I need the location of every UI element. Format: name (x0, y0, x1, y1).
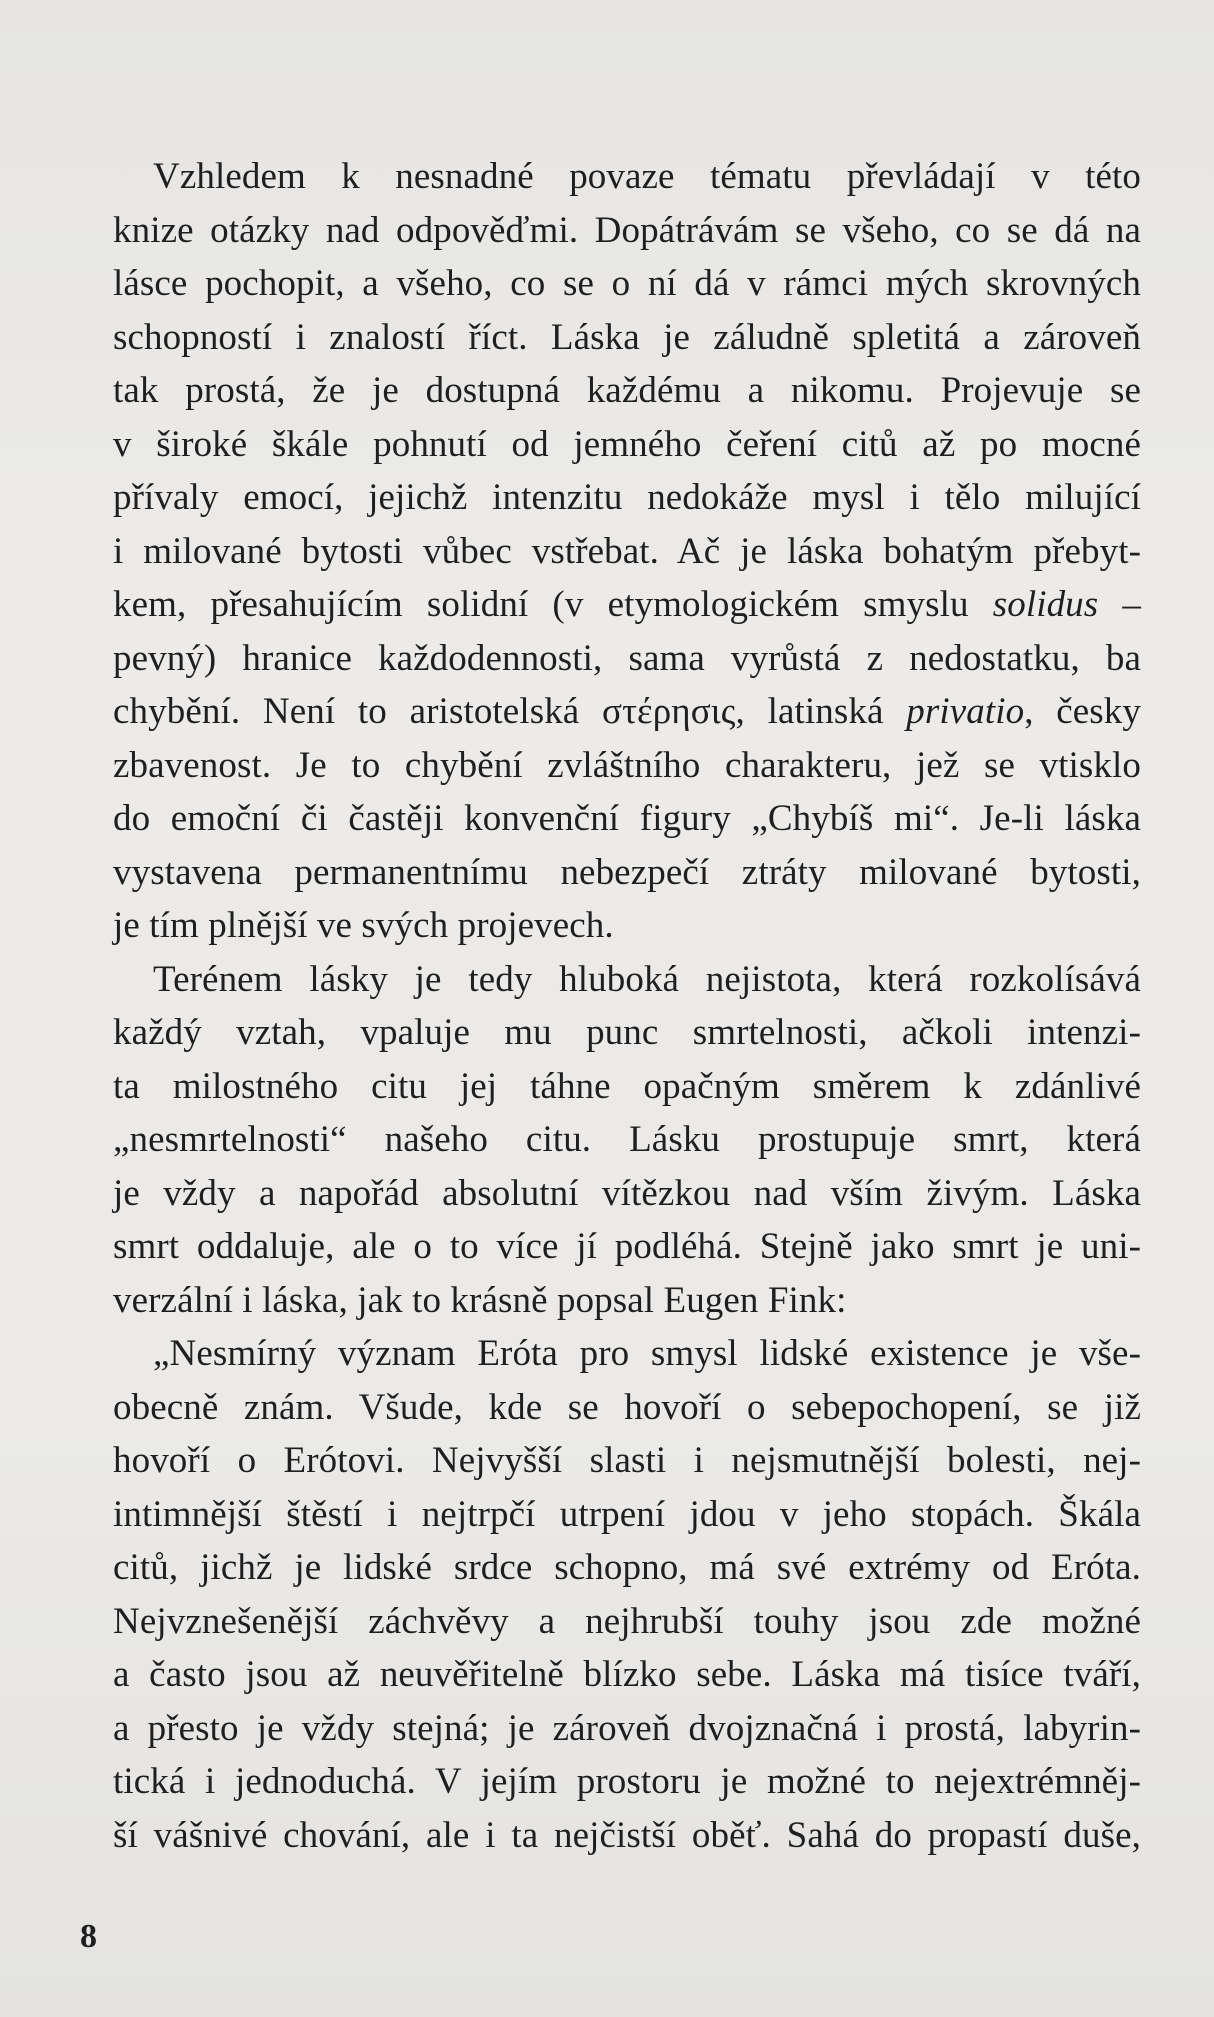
text-line: je vždy a napořád absolutní vítězkou nad vším živým. Láska (113, 1172, 1141, 1214)
text-line: knize otázky nad odpověďmi. Dopátrávám se všeho, co se dá na (113, 209, 1141, 251)
text-line: hovoří o Erótovi. Nejvyšší slasti i nejsmutnější bolesti, nej- (113, 1440, 1141, 1481)
text-line: tak prostá, že je dostupná každému a nikomu. Projevuje se (113, 370, 1141, 411)
text-line: Terénem lásky je tedy hluboká nejistota, která rozkolísává (153, 958, 1141, 1000)
text-line: a často jsou až neuvěřitelně blízko sebe. Láska má tisíce tváří, (113, 1654, 1141, 1695)
text-line: do emoční či častěji konvenční figury „Chybíš mi“. Je-li láska (113, 798, 1141, 839)
text-line: kem, přesahujícím solidní (v etymologickém smyslu solidus – (113, 584, 1141, 625)
text-line: Vzhledem k nesnadné povaze tématu převládají v této (153, 156, 1141, 197)
text-line: verzální i láska, jak to krásně popsal Eugen Fink: (113, 1279, 847, 1321)
text-line: a přesto je vždy stejná; je zároveň dvojznačná i prostá, labyrin- (113, 1707, 1141, 1749)
text-line: přívaly emocí, jejichž intenzitu nedokáže mysl i tělo milující (113, 477, 1141, 518)
text-line: schopností i znalostí říct. Láska je záludně spletitá a zároveň (113, 316, 1141, 358)
text-line: Nejvznešenější záchvěvy a nejhrubší touhy jsou zde možné (113, 1600, 1141, 1642)
text-line: pevný) hranice každodennosti, sama vyrůstá z nedostatku, ba (113, 637, 1141, 679)
text-line: „nesmrtelnosti“ našeho citu. Lásku prostupuje smrt, která (113, 1119, 1141, 1160)
text-line: tická i jednoduchá. V jejím prostoru je možné to nejextrémněj- (113, 1761, 1141, 1802)
text-line: citů, jichž je lidské srdce schopno, má své extrémy od Eróta. (113, 1547, 1141, 1588)
text-line: zbavenost. Je to chybění zvláštního charakteru, jež se vtisklo (113, 744, 1141, 786)
text-line: každý vztah, vpaluje mu punc smrtelnosti, ačkoli intenzi- (113, 1012, 1141, 1053)
body-text (113, 150, 1141, 1862)
text-line: „Nesmírný význam Eróta pro smysl lidské existence je vše- (153, 1333, 1141, 1374)
text-line: i milované bytosti vůbec vstřebat. Ač je láska bohatým přebyt- (113, 530, 1141, 572)
page-number: 8 (80, 1918, 97, 1955)
text-line: chybění. Není to aristotelská στέρησις, latinská privatio, česky (113, 691, 1141, 732)
text-line: vystavena permanentnímu nebezpečí ztráty milované bytosti, (113, 851, 1141, 893)
text-line: ší vášnivé chování, ale i ta nejčistší oběť. Sahá do propastí duše, (113, 1814, 1141, 1856)
text-line: v široké škále pohnutí od jemného čeření citů až po mocné (113, 423, 1141, 465)
text-line: obecně znám. Všude, kde se hovoří o sebepochopení, se již (113, 1386, 1141, 1428)
text-line: intimnější štěstí i nejtrpčí utrpení jdou v jeho stopách. Škála (113, 1493, 1141, 1535)
text-line: smrt oddaluje, ale o to více jí podléhá. Stejně jako smrt je uni- (113, 1226, 1141, 1267)
text-line: je tím plnější ve svých projevech. (113, 905, 614, 946)
text-line: lásce pochopit, a všeho, co se o ní dá v rámci mých skrovných (113, 263, 1141, 304)
text-line: ta milostného citu jej táhne opačným směrem k zdánlivé (113, 1065, 1141, 1107)
